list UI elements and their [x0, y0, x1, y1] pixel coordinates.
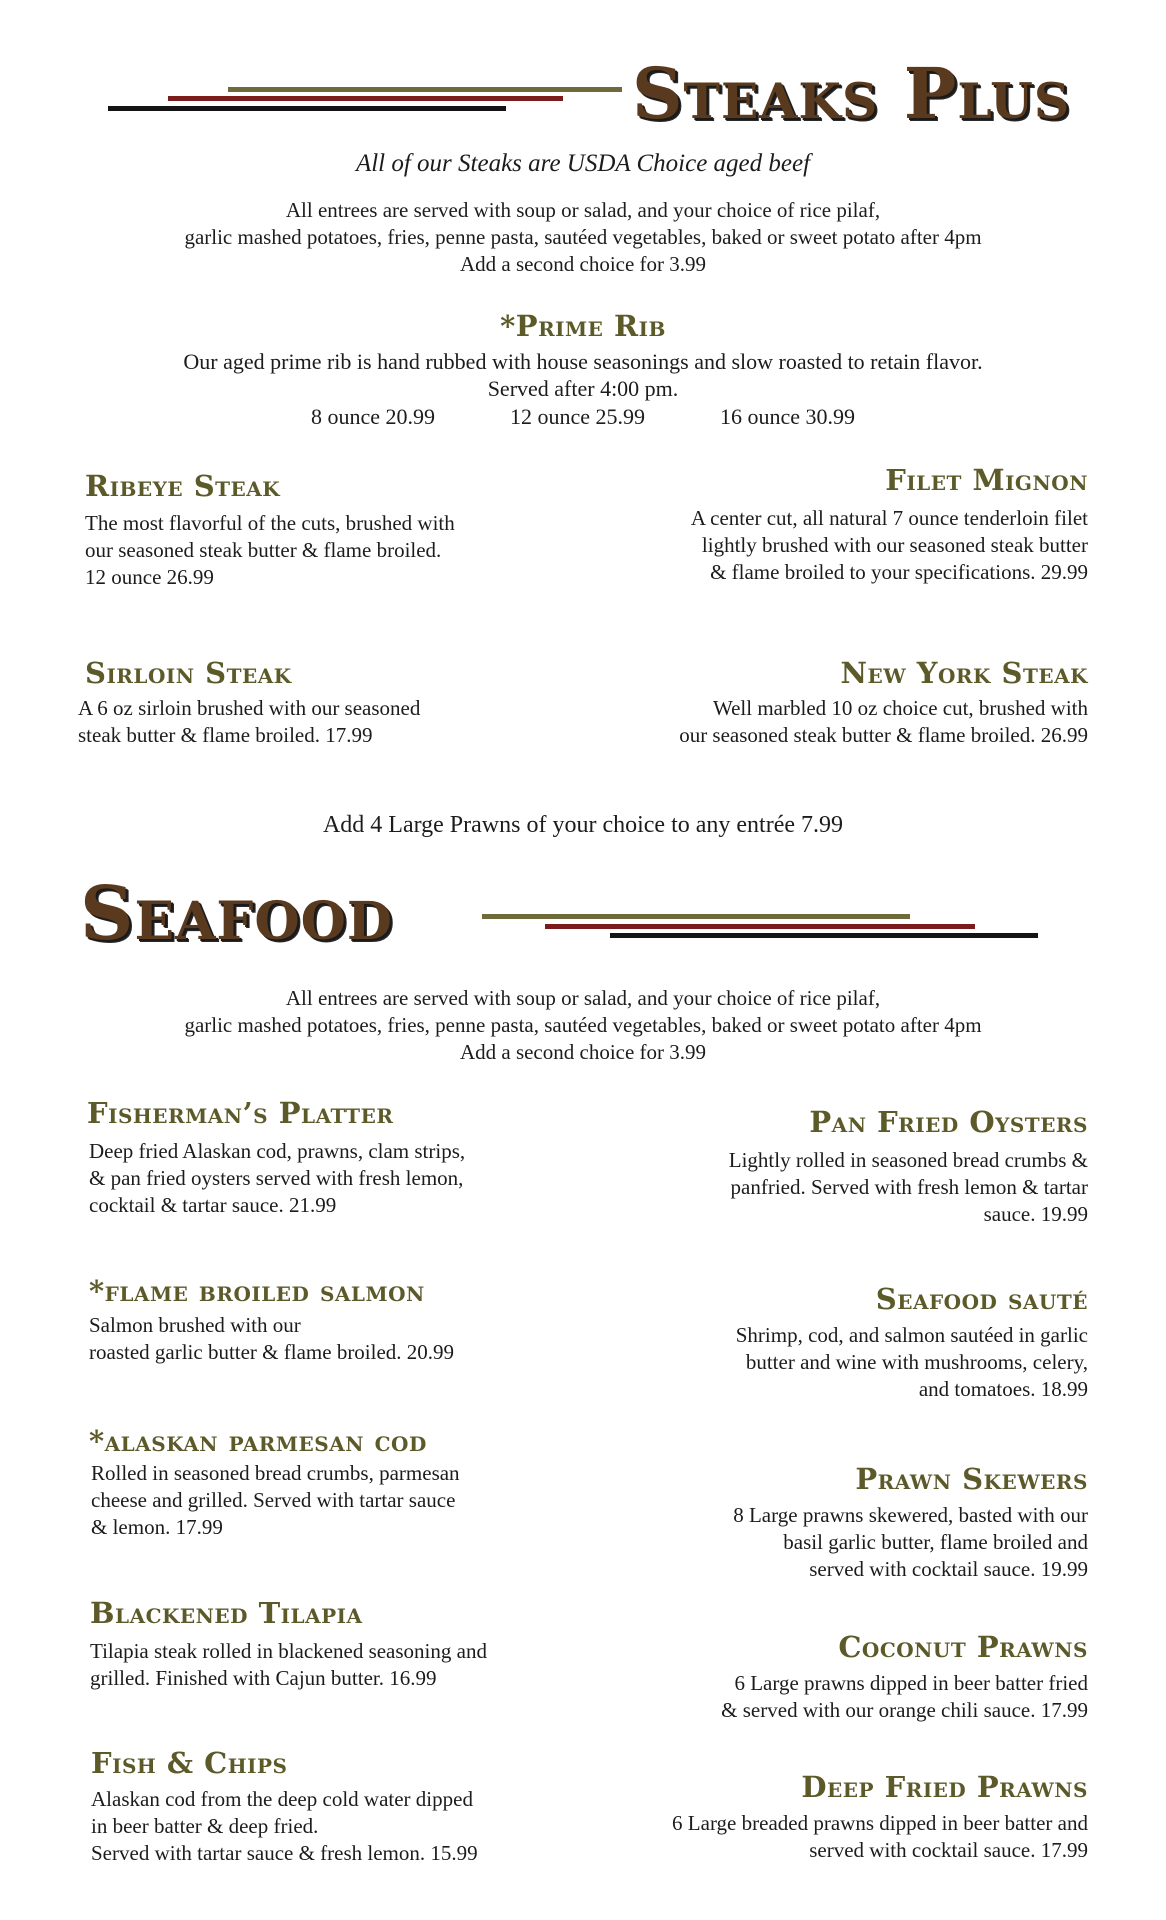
filet-desc: A center cut, all natural 7 ounce tenderloin filet lightly brushed with our seasoned steak butter & flame broiled to your specifications. 29.99	[690, 506, 1088, 584]
rule-olive	[228, 87, 622, 92]
steaks-served-line-3: Add a second choice for 3.99	[459, 252, 707, 276]
ribeye-desc: The most flavorful of the cuts, brushed with our seasoned steak butter & flame broiled. 12 ounce 26.99	[85, 511, 455, 589]
prime-rib-sizes	[0, 404, 1166, 430]
seafood-served-line-2: garlic mashed potatoes, fries, penne pasta, sautéed vegetables, baked or sweet potato after 4pm	[184, 1013, 982, 1037]
rule-black	[108, 106, 506, 111]
prime-rib-desc-1: Our aged prime rib is hand rubbed with house seasonings and slow roasted to retain flavor.	[183, 349, 983, 374]
seafood-right-desc-1: Lightly rolled in seasoned bread crumbs & panfried. Served with fresh lemon & tartar sauce. 19.99	[728, 1148, 1088, 1226]
prime-rib-desc-2: Served after 4:00 pm.	[487, 376, 679, 401]
seafood-served-line-1: All entrees are served with soup or salad, and your choice of rice pilaf,	[285, 986, 881, 1010]
ribeye-title: Ribeye Steak	[85, 469, 281, 503]
prawns-addon-note: Add 4 Large Prawns of your choice to any entrée 7.99	[322, 812, 844, 838]
sirloin-title: Sirloin Steak	[85, 656, 292, 690]
steaks-section-title: Steaks Plus	[632, 52, 1071, 135]
steaks-served-line-1: All entrees are served with soup or salad, and your choice of rice pilaf,	[285, 198, 881, 222]
seafood-right-title-5: Deep Fried Prawns	[801, 1770, 1088, 1804]
seafood-left-desc-1: Deep fried Alaskan cod, prawns, clam strips, & pan fried oysters served with fresh lemon, cocktail & tartar sauce. 21.99	[89, 1139, 466, 1217]
rule-olive	[482, 914, 910, 919]
prime-rib-size-8oz: 8 ounce 20.99	[310, 404, 435, 429]
seafood-right-title-3: Prawn Skewers	[855, 1462, 1088, 1496]
newyork-desc: Well marbled 10 oz choice cut, brushed with our seasoned steak butter & flame broiled. 26.99	[679, 696, 1088, 747]
rule-red	[168, 96, 563, 101]
seafood-left-title-5: Fish & Chips	[91, 1746, 288, 1780]
prime-rib-title: *Prime Rib	[500, 309, 666, 343]
seafood-right-desc-2: Shrimp, cod, and salmon sautéed in garlic butter and wine with mushrooms, celery, and tomatoes. 18.99	[735, 1323, 1088, 1401]
prime-rib-size-12oz: 12 ounce 25.99	[509, 404, 646, 429]
seafood-right-desc-3: 8 Large prawns skewered, basted with our basil garlic butter, flame broiled and served with cocktail sauce. 19.99	[733, 1503, 1088, 1581]
seafood-left-title-1: Fisherman’s Platter	[87, 1096, 394, 1130]
seafood-left-title-4: Blackened Tilapia	[90, 1596, 363, 1630]
seafood-right-desc-5: 6 Large breaded prawns dipped in beer batter and served with cocktail sauce. 17.99	[672, 1811, 1088, 1862]
filet-title: Filet Mignon	[885, 463, 1088, 497]
rule-red	[545, 924, 975, 929]
seafood-right-title-4: Coconut Prawns	[838, 1630, 1088, 1664]
sirloin-desc: A 6 oz sirloin brushed with our seasoned steak butter & flame broiled. 17.99	[78, 696, 421, 747]
seafood-left-desc-5: Alaskan cod from the deep cold water dipped in beer batter & deep fried. Served with tartar sauce & fresh lemon. 15.99	[91, 1787, 478, 1865]
seafood-left-title-3: *alaskan parmesan cod	[89, 1424, 427, 1458]
seafood-left-desc-3: Rolled in seasoned bread crumbs, parmesan cheese and grilled. Served with tartar sauce & lemon. 17.99	[91, 1461, 460, 1539]
steaks-served-line-2: garlic mashed potatoes, fries, penne pasta, sautéed vegetables, baked or sweet potato after 4pm	[184, 225, 982, 249]
seafood-left-title-2: *flame broiled salmon	[89, 1274, 425, 1308]
seafood-right-title-2: Seafood sauté	[875, 1282, 1088, 1316]
seafood-served-line-3: Add a second choice for 3.99	[459, 1040, 707, 1064]
seafood-section-title: Seafood	[80, 871, 394, 957]
seafood-right-title-1: Pan Fried Oysters	[809, 1105, 1088, 1139]
rule-black	[610, 933, 1038, 938]
seafood-left-desc-2: Salmon brushed with our roasted garlic butter & flame broiled. 20.99	[89, 1313, 455, 1364]
seafood-right-desc-4: 6 Large prawns dipped in beer batter fried & served with our orange chili sauce. 17.99	[721, 1671, 1088, 1722]
usda-note: All of our Steaks are USDA Choice aged beef	[355, 150, 811, 177]
prime-rib-size-16oz: 16 ounce 30.99	[720, 404, 856, 429]
seafood-left-desc-4: Tilapia steak rolled in blackened seasoning and grilled. Finished with Cajun butter. 16.99	[90, 1639, 487, 1690]
newyork-title: New York Steak	[840, 656, 1088, 690]
